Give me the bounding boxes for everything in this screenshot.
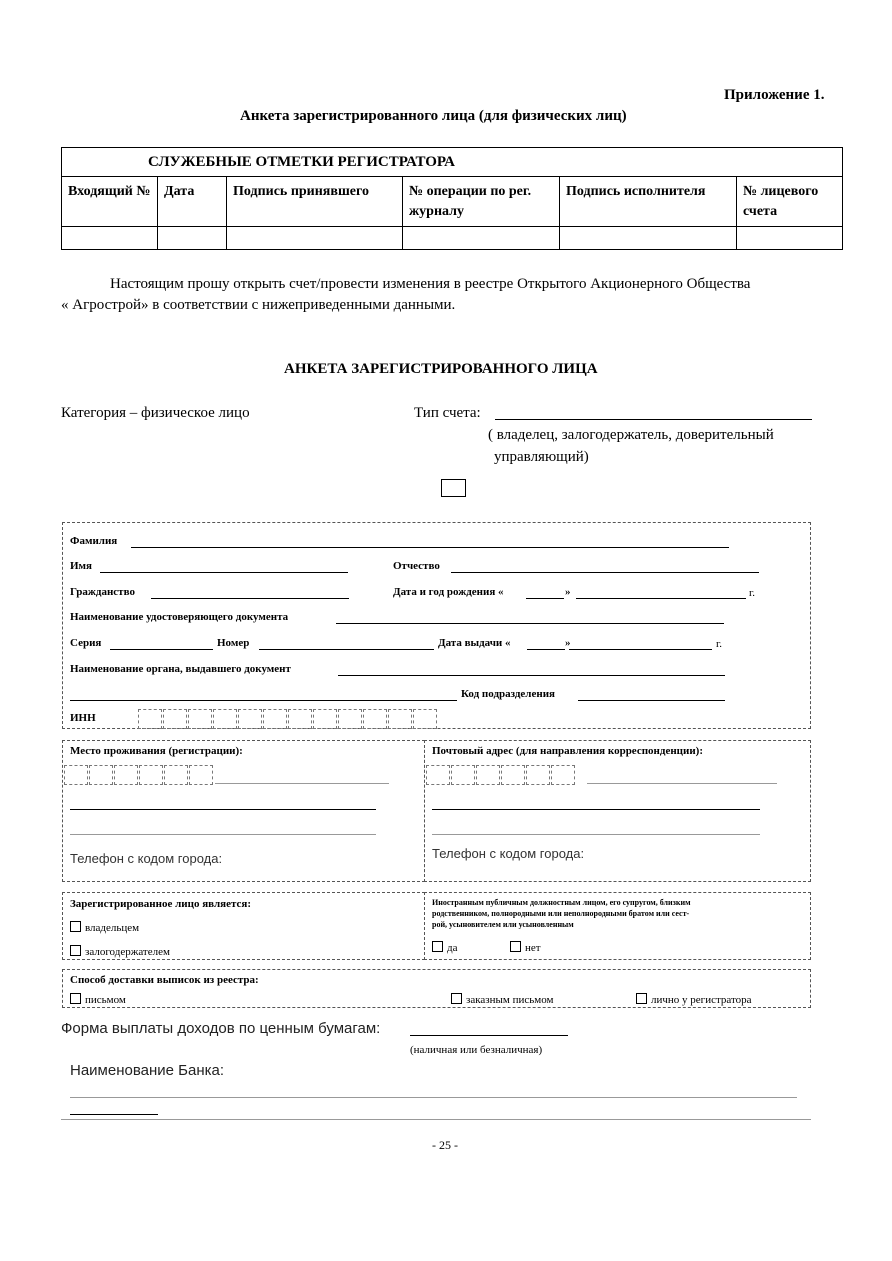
issue-day-field[interactable] — [527, 649, 565, 650]
citizenship-label: Гражданство — [70, 586, 135, 598]
payout-label: Форма выплаты доходов по ценным бумагам: — [61, 1020, 381, 1037]
number-label: Номер — [217, 637, 250, 649]
delivery-letter-label: письмом — [85, 994, 126, 1006]
pep-yes-option[interactable] — [432, 941, 457, 954]
bottom-divider — [61, 1119, 811, 1120]
status-pledgee-option[interactable] — [70, 945, 170, 958]
birth-day-field[interactable] — [526, 598, 564, 599]
issue-date-label: Дата выдачи « — [438, 637, 511, 649]
issue-year-suffix: г. — [716, 638, 723, 650]
patronymic-label: Отчество — [393, 560, 440, 572]
issue-year-field[interactable] — [569, 649, 712, 650]
delivery-title: Способ доставки выписок из реестра: — [70, 974, 259, 986]
status-title: Зарегистрированное лицо является: — [70, 898, 251, 910]
issuer-field-continued[interactable] — [70, 700, 457, 701]
appendix-label: Приложение 1. — [724, 87, 825, 103]
personal-data-section — [62, 522, 811, 729]
page-number: - 25 - — [432, 1138, 458, 1152]
residence-extra-field[interactable] — [70, 834, 376, 835]
residence-phone-label: Телефон с кодом города: — [70, 851, 223, 866]
category-label: Категория – физическое лицо — [61, 405, 250, 421]
col-incoming: Входящий № — [62, 177, 158, 227]
form-title: АНКЕТА ЗАРЕГИСТРИРОВАННОГО ЛИЦА — [284, 361, 598, 377]
registrar-table — [61, 147, 843, 250]
delivery-registered-checkbox[interactable] — [451, 993, 462, 1004]
cell-account-number[interactable] — [737, 227, 843, 250]
pep-text-line-2: родственником, полнородными или неполнородными братом или сест- — [432, 909, 690, 918]
intro-line-1: Настоящим прошу открыть счет/провести изменения в реестре Открытого Акционерного Общества — [110, 276, 751, 292]
postal-phone-label: Телефон с кодом города: — [432, 846, 585, 861]
number-field[interactable] — [259, 649, 434, 650]
postal-label: Почтовый адрес (для направления корреспонденции): — [432, 745, 704, 757]
cell-date[interactable] — [158, 227, 227, 250]
postal-street-field[interactable] — [432, 809, 760, 810]
surname-field[interactable] — [131, 547, 729, 548]
delivery-registered-label: заказным письмом — [466, 994, 554, 1006]
delivery-personal-option[interactable] — [636, 993, 752, 1006]
pep-question — [432, 897, 691, 930]
status-owner-option[interactable] — [70, 921, 139, 934]
birth-year-suffix: г. — [749, 587, 756, 599]
account-type-checkbox[interactable] — [441, 479, 466, 497]
name-field[interactable] — [100, 572, 348, 573]
postal-city-field[interactable] — [587, 783, 777, 784]
pep-no-checkbox[interactable] — [510, 941, 521, 952]
delivery-letter-checkbox[interactable] — [70, 993, 81, 1004]
birth-date-label: Дата и год рождения « — [393, 586, 504, 598]
bank-label: Наименование Банка: — [70, 1062, 225, 1079]
col-executor-signature: Подпись исполнителя — [560, 177, 737, 227]
pep-no-option[interactable] — [510, 941, 541, 954]
issuer-field[interactable] — [338, 675, 725, 676]
pep-yes-label: да — [447, 942, 458, 954]
cell-operation-number[interactable] — [403, 227, 560, 250]
delivery-registered-option[interactable] — [451, 993, 554, 1006]
series-field[interactable] — [110, 649, 213, 650]
pep-text-line-3: рой, усыновителем или усыновленным — [432, 920, 574, 929]
form-subtitle: Анкета зарегистрированного лица (для физических лиц) — [240, 108, 627, 124]
payout-hint: (наличная или безналичная) — [410, 1044, 543, 1056]
account-type-label: Тип счета: — [414, 405, 481, 421]
delivery-personal-checkbox[interactable] — [636, 993, 647, 1004]
surname-label: Фамилия — [70, 535, 118, 547]
series-label: Серия — [70, 637, 102, 649]
delivery-personal-label: лично у регистратора — [651, 994, 752, 1006]
issuer-label: Наименование органа, выдавшего документ — [70, 663, 291, 675]
residence-label: Место проживания (регистрации): — [70, 745, 243, 757]
cell-executor-signature[interactable] — [560, 227, 737, 250]
patronymic-field[interactable] — [451, 572, 759, 573]
account-type-field[interactable] — [495, 419, 812, 420]
cell-receiver-signature[interactable] — [227, 227, 403, 250]
col-operation-number: № операции по рег. журналу — [403, 177, 560, 227]
owner-label: владельцем — [85, 922, 140, 934]
residence-index-cells[interactable] — [64, 765, 214, 785]
residence-city-field[interactable] — [215, 783, 389, 784]
dept-code-label: Код подразделения — [461, 688, 555, 700]
issue-close-quote: » — [565, 637, 571, 649]
dept-code-field[interactable] — [578, 700, 725, 701]
account-type-hint-2: управляющий) — [494, 449, 589, 465]
pep-no-label: нет — [525, 942, 541, 954]
cell-incoming[interactable] — [62, 227, 158, 250]
pledgee-checkbox[interactable] — [70, 945, 81, 956]
delivery-letter-option[interactable] — [70, 993, 126, 1006]
document-name-label: Наименование удостоверяющего документа — [70, 611, 289, 623]
citizenship-field[interactable] — [151, 598, 349, 599]
pep-yes-checkbox[interactable] — [432, 941, 443, 952]
postal-index-cells[interactable] — [426, 765, 576, 785]
owner-checkbox[interactable] — [70, 921, 81, 932]
intro-line-2: « Агрострой» в соответствии с нижеприведенными данными. — [61, 297, 456, 313]
registrar-title: СЛУЖЕБНЫЕ ОТМЕТКИ РЕГИСТРАТОРА — [62, 148, 843, 177]
document-name-field[interactable] — [336, 623, 724, 624]
postal-extra-field[interactable] — [432, 834, 760, 835]
account-type-hint-1: ( владелец, залогодержатель, доверительный — [488, 427, 774, 443]
birth-close-quote: » — [565, 586, 571, 598]
col-date: Дата — [158, 177, 227, 227]
inn-cells[interactable] — [138, 709, 438, 729]
bank-field-stub[interactable] — [70, 1114, 158, 1115]
pep-text-line-1: Иностранным публичным должностным лицом, его супругом, близким — [432, 898, 691, 907]
birth-year-field[interactable] — [576, 598, 746, 599]
bank-field[interactable] — [70, 1097, 797, 1098]
inn-label: ИНН — [70, 712, 96, 724]
payout-field[interactable] — [410, 1035, 568, 1036]
name-label: Имя — [70, 560, 92, 572]
col-receiver-signature: Подпись принявшего — [227, 177, 403, 227]
pledgee-label: залогодержателем — [85, 946, 170, 958]
col-account-number: № лицевого счета — [737, 177, 843, 227]
residence-street-field[interactable] — [70, 809, 376, 810]
